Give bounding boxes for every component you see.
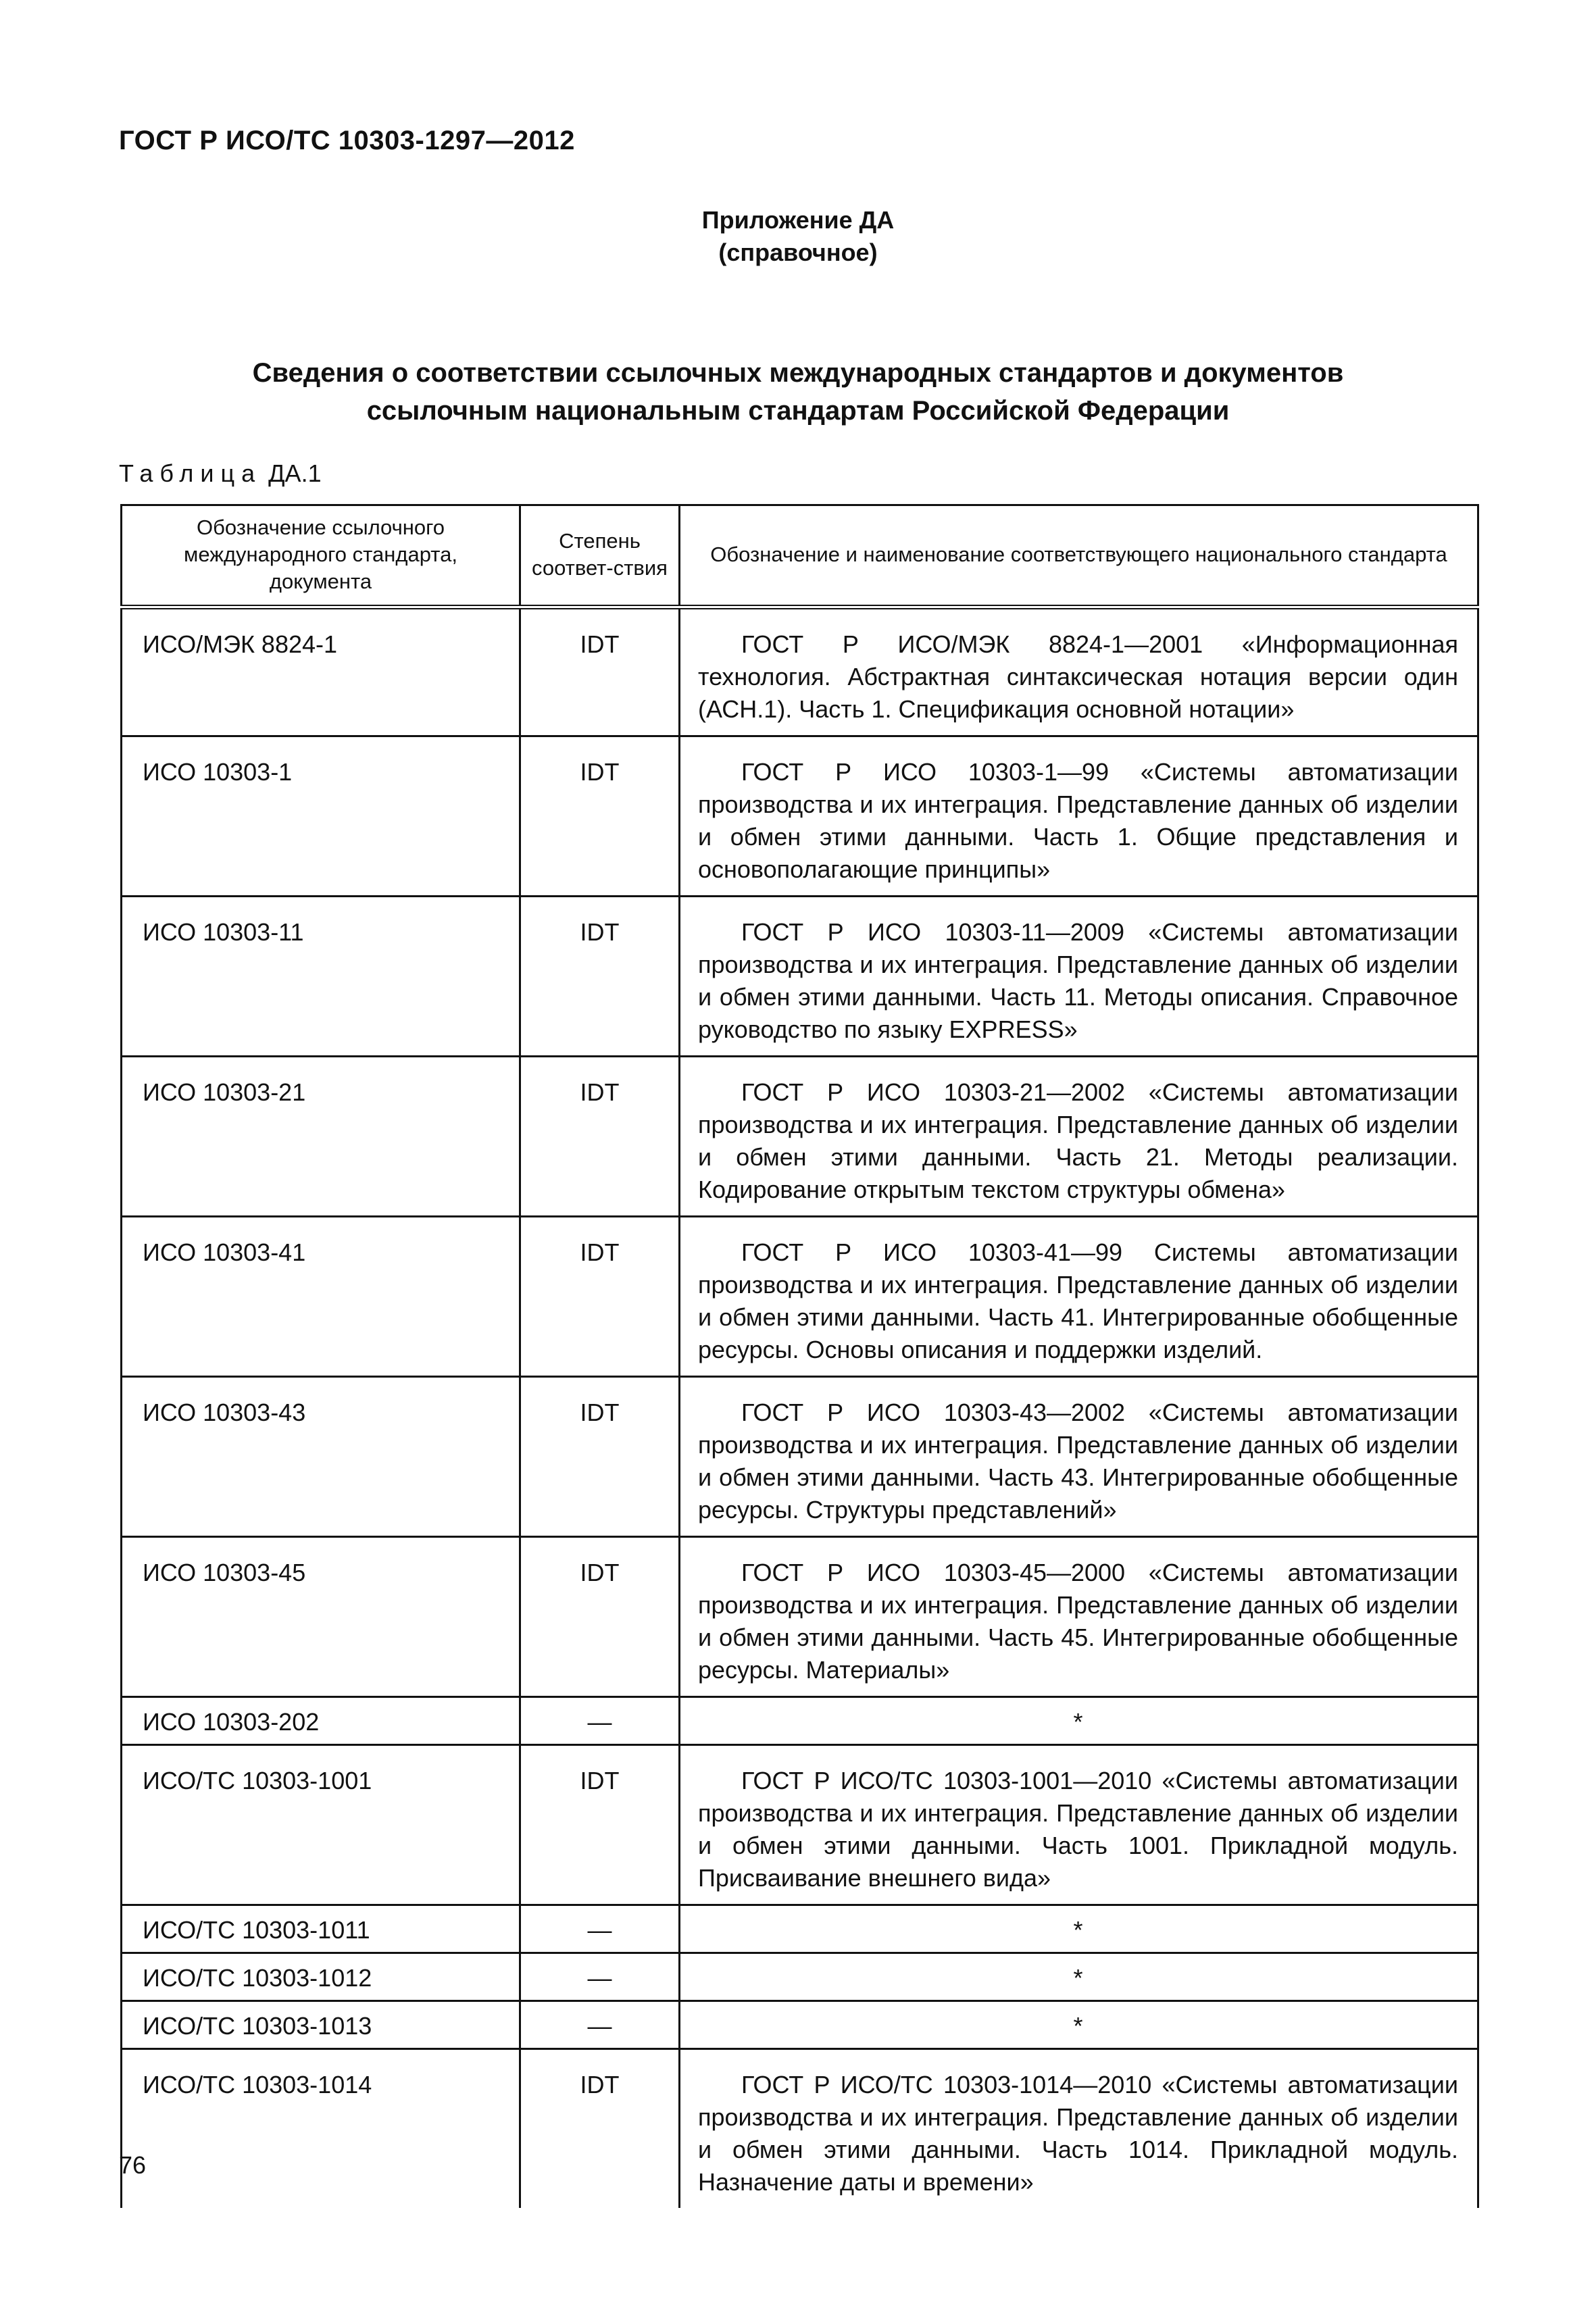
national-standard-cell: ГОСТ Р ИСО 10303-11—2009 «Системы автоматизации производства и их интеграция. Представление данных об изделии и обмен этими данными. Часть 11. Методы описания. Справочное руководство по языку EXPRESS» [680, 897, 1478, 1057]
national-standard-cell: ГОСТ Р ИСО 10303-1—99 «Системы автоматизации производства и их интеграция. Представление данных об изделии и обмен этими данными. Часть 1. Общие представления и основополагающие принципы» [680, 736, 1478, 897]
table-caption-number: ДА.1 [268, 459, 322, 487]
reference-cell: ИСО 10303-43 [122, 1377, 520, 1537]
degree-cell: IDT [520, 1217, 680, 1377]
table-row [122, 1697, 1478, 1745]
national-standard-cell: ГОСТ Р ИСО/ТС 10303-1001—2010 «Системы автоматизации производства и их интеграция. Представление данных об изделии и обмен этими данными. Часть 1001. Прикладной модуль. Присваивание внешнего вида» [680, 1745, 1478, 1905]
annex-type: (справочное) [718, 238, 878, 266]
degree-cell: IDT [520, 897, 680, 1057]
national-standard-cell: * [680, 1905, 1478, 1953]
reference-cell: ИСО/ТС 10303-1014 [122, 2049, 520, 2209]
reference-cell: ИСО 10303-202 [122, 1697, 520, 1745]
degree-cell: — [520, 1905, 680, 1953]
reference-cell: ИСО/ТС 10303-1013 [122, 2001, 520, 2049]
national-standard-cell: ГОСТ Р ИСО 10303-45—2000 «Системы автоматизации производства и их интеграция. Представление данных об изделии и обмен этими данными. Часть 45. Интегрированные обобщенные ресурсы. Материалы» [680, 1537, 1478, 1697]
page-number: 76 [119, 2151, 147, 2179]
national-standard-cell: * [680, 1953, 1478, 2001]
degree-cell: IDT [520, 1057, 680, 1217]
degree-cell: IDT [520, 1377, 680, 1537]
national-standard-cell: ГОСТ Р ИСО 10303-41—99 Системы автоматизации производства и их интеграция. Представление данных об изделии и обмен этими данными. Часть 41. Интегрированные обобщенные ресурсы. Основы описания и поддержки изделий. [680, 1217, 1478, 1377]
column-header-reference: Обозначение ссылочного международного стандарта, документа [122, 505, 520, 607]
degree-cell: — [520, 1697, 680, 1745]
table-row [122, 1217, 1478, 1377]
section-title-line-2: ссылочным национальным стандартам Российской Федерации [366, 396, 1230, 426]
table-row [122, 1953, 1478, 2001]
reference-cell: ИСО/ТС 10303-1001 [122, 1745, 520, 1905]
degree-cell: IDT [520, 1537, 680, 1697]
annex-title: Приложение ДА [701, 206, 895, 234]
degree-cell: IDT [520, 2049, 680, 2209]
table-caption-word: Таблица [119, 459, 262, 487]
national-standard-cell: ГОСТ Р ИСО/ТС 10303-1014—2010 «Системы автоматизации производства и их интеграция. Представление данных об изделии и обмен этими данными. Часть 1014. Прикладной модуль. Назначение даты и времени» [680, 2049, 1478, 2209]
table-row [122, 736, 1478, 897]
table-row [122, 607, 1478, 736]
reference-cell: ИСО 10303-41 [122, 1217, 520, 1377]
degree-cell: IDT [520, 736, 680, 897]
table-row [122, 1377, 1478, 1537]
reference-cell: ИСО/ТС 10303-1011 [122, 1905, 520, 1953]
degree-cell: IDT [520, 1745, 680, 1905]
national-standard-cell: * [680, 2001, 1478, 2049]
degree-cell: — [520, 2001, 680, 2049]
table-body [122, 607, 1478, 2209]
reference-cell: ИСО 10303-45 [122, 1537, 520, 1697]
table-row [122, 2049, 1478, 2209]
reference-cell: ИСО/ТС 10303-1012 [122, 1953, 520, 2001]
table-header-row [122, 505, 1478, 607]
column-header-national: Обозначение и наименование соответствующего национального стандарта [680, 505, 1478, 607]
column-header-degree: Степень соответ-ствия [520, 505, 680, 607]
reference-cell: ИСО 10303-11 [122, 897, 520, 1057]
table-row [122, 1905, 1478, 1953]
reference-cell: ИСО/МЭК 8824-1 [122, 607, 520, 736]
table-row [122, 1537, 1478, 1697]
section-title-line-1: Сведения о соответствии ссылочных международных стандартов и документов [252, 358, 1344, 388]
degree-cell: — [520, 1953, 680, 2001]
national-standard-cell: ГОСТ Р ИСО 10303-43—2002 «Системы автоматизации производства и их интеграция. Представление данных об изделии и обмен этими данными. Часть 43. Интегрированные обобщенные ресурсы. Структуры представлений» [680, 1377, 1478, 1537]
table-caption [119, 459, 322, 488]
reference-cell: ИСО 10303-21 [122, 1057, 520, 1217]
national-standard-cell: * [680, 1697, 1478, 1745]
degree-cell: IDT [520, 607, 680, 736]
section-title [101, 354, 1495, 430]
document-designation: ГОСТ Р ИСО/ТС 10303-1297—2012 [119, 126, 575, 155]
standards-correspondence-table [120, 504, 1479, 2208]
table-row [122, 1057, 1478, 1217]
table-row [122, 2001, 1478, 2049]
table-row [122, 1745, 1478, 1905]
annex-heading [0, 204, 1596, 269]
national-standard-cell: ГОСТ Р ИСО 10303-21—2002 «Системы автоматизации производства и их интеграция. Представление данных об изделии и обмен этими данными. Часть 21. Методы реализации. Кодирование открытым текстом структуры обмена» [680, 1057, 1478, 1217]
reference-cell: ИСО 10303-1 [122, 736, 520, 897]
national-standard-cell: ГОСТ Р ИСО/МЭК 8824-1—2001 «Информационная технология. Абстрактная синтаксическая нотация версии один (АСН.1). Часть 1. Спецификация основной нотации» [680, 607, 1478, 736]
table-row [122, 897, 1478, 1057]
